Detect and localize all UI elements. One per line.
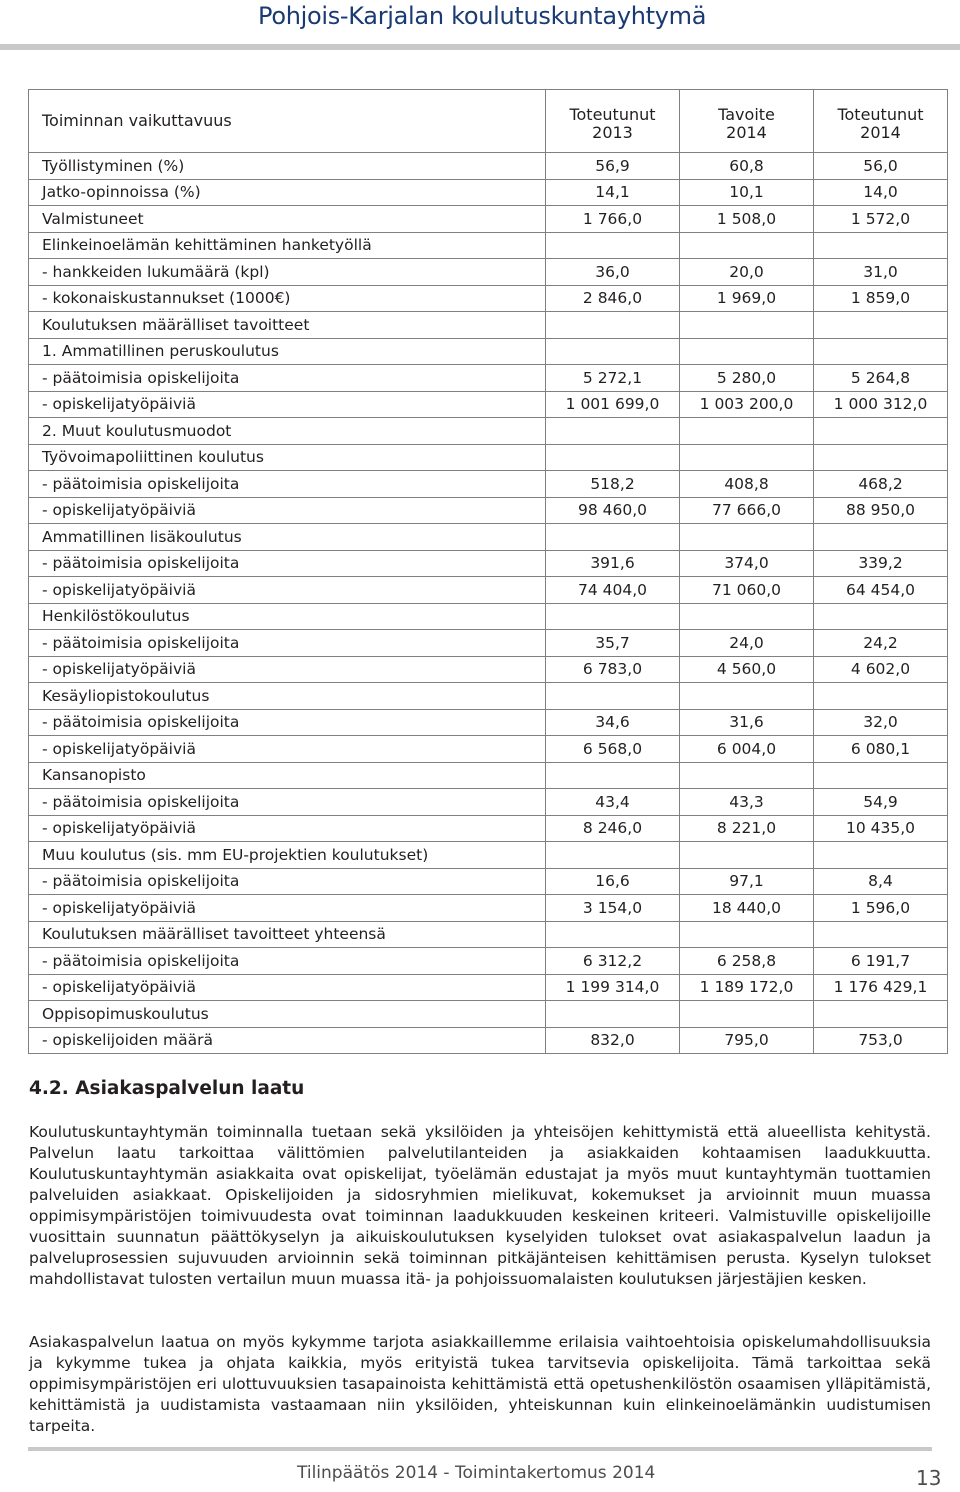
table-header-col2: Tavoite 2014 xyxy=(680,90,814,153)
row-value: 8,4 xyxy=(814,868,948,895)
row-value: 408,8 xyxy=(680,471,814,498)
row-label: - päätoimisia opiskelijoita xyxy=(29,868,546,895)
row-value: 4 560,0 xyxy=(680,656,814,683)
table-row xyxy=(29,206,948,233)
document-title: Pohjois-Karjalan koulutuskuntayhtymä xyxy=(258,2,707,30)
row-value: 1 572,0 xyxy=(814,206,948,233)
row-value: 2 846,0 xyxy=(546,285,680,312)
row-value xyxy=(814,524,948,551)
table-row xyxy=(29,736,948,763)
row-value: 5 280,0 xyxy=(680,365,814,392)
row-value: 6 191,7 xyxy=(814,948,948,975)
table-header-col1: Toteutunut 2013 xyxy=(546,90,680,153)
row-value xyxy=(546,418,680,445)
row-label: - opiskelijatyöpäiviä xyxy=(29,656,546,683)
row-value xyxy=(680,842,814,869)
row-value xyxy=(814,921,948,948)
row-value: 6 080,1 xyxy=(814,736,948,763)
row-label: - opiskelijatyöpäiviä xyxy=(29,497,546,524)
table-body xyxy=(29,153,948,1054)
row-label: Kansanopisto xyxy=(29,762,546,789)
row-value: 88 950,0 xyxy=(814,497,948,524)
table-row xyxy=(29,153,948,180)
row-value: 24,0 xyxy=(680,630,814,657)
row-value: 64 454,0 xyxy=(814,577,948,604)
row-value xyxy=(680,603,814,630)
footer-text: Tilinpäätös 2014 - Toimintakertomus 2014 xyxy=(297,1463,656,1483)
row-label: Työllistyminen (%) xyxy=(29,153,546,180)
row-value: 391,6 xyxy=(546,550,680,577)
row-label: - opiskelijatyöpäiviä xyxy=(29,974,546,1001)
table-row xyxy=(29,418,948,445)
table-header-col3: Toteutunut 2014 xyxy=(814,90,948,153)
table-row xyxy=(29,656,948,683)
row-value: 8 246,0 xyxy=(546,815,680,842)
row-label: Kesäyliopistokoulutus xyxy=(29,683,546,710)
table-row xyxy=(29,921,948,948)
row-label: Muu koulutus (sis. mm EU-projektien koulutukset) xyxy=(29,842,546,869)
row-value: 35,7 xyxy=(546,630,680,657)
row-value: 77 666,0 xyxy=(680,497,814,524)
table-row xyxy=(29,444,948,471)
row-value xyxy=(546,921,680,948)
table-header-row xyxy=(29,90,948,153)
row-value: 1 508,0 xyxy=(680,206,814,233)
row-value: 6 004,0 xyxy=(680,736,814,763)
row-value xyxy=(546,1001,680,1028)
table-row xyxy=(29,868,948,895)
row-value: 753,0 xyxy=(814,1027,948,1054)
row-value: 31,0 xyxy=(814,259,948,286)
row-value: 518,2 xyxy=(546,471,680,498)
row-value xyxy=(546,842,680,869)
row-value: 36,0 xyxy=(546,259,680,286)
table-row xyxy=(29,524,948,551)
row-label: Oppisopimuskoulutus xyxy=(29,1001,546,1028)
row-value: 832,0 xyxy=(546,1027,680,1054)
row-value: 34,6 xyxy=(546,709,680,736)
row-value: 1 000 312,0 xyxy=(814,391,948,418)
footer-rule xyxy=(28,1447,932,1451)
row-label: - päätoimisia opiskelijoita xyxy=(29,789,546,816)
row-label: - päätoimisia opiskelijoita xyxy=(29,630,546,657)
row-value: 24,2 xyxy=(814,630,948,657)
table-row xyxy=(29,895,948,922)
row-value: 4 602,0 xyxy=(814,656,948,683)
row-label: - opiskelijatyöpäiviä xyxy=(29,895,546,922)
row-value xyxy=(680,921,814,948)
row-value: 795,0 xyxy=(680,1027,814,1054)
table-row xyxy=(29,577,948,604)
row-label: - opiskelijatyöpäiviä xyxy=(29,736,546,763)
table-row xyxy=(29,391,948,418)
row-value xyxy=(814,418,948,445)
header-rule xyxy=(0,44,960,50)
row-value xyxy=(680,524,814,551)
table-row xyxy=(29,285,948,312)
row-value xyxy=(680,683,814,710)
row-label: 1. Ammatillinen peruskoulutus xyxy=(29,338,546,365)
row-value: 14,0 xyxy=(814,179,948,206)
table-row xyxy=(29,630,948,657)
row-value xyxy=(546,232,680,259)
row-label: 2. Muut koulutusmuodot xyxy=(29,418,546,445)
row-label: Elinkeinoelämän kehittäminen hanketyöllä xyxy=(29,232,546,259)
row-value: 1 189 172,0 xyxy=(680,974,814,1001)
row-value: 5 264,8 xyxy=(814,365,948,392)
row-value: 1 596,0 xyxy=(814,895,948,922)
row-value: 10,1 xyxy=(680,179,814,206)
row-value xyxy=(546,444,680,471)
row-value: 6 568,0 xyxy=(546,736,680,763)
row-value: 468,2 xyxy=(814,471,948,498)
row-value xyxy=(814,338,948,365)
row-label: - opiskelijatyöpäiviä xyxy=(29,391,546,418)
row-value: 56,9 xyxy=(546,153,680,180)
table-row xyxy=(29,762,948,789)
row-value: 1 001 699,0 xyxy=(546,391,680,418)
row-value: 1 969,0 xyxy=(680,285,814,312)
row-label: Työvoimapoliittinen koulutus xyxy=(29,444,546,471)
row-value: 1 176 429,1 xyxy=(814,974,948,1001)
row-value xyxy=(546,762,680,789)
table-row xyxy=(29,550,948,577)
row-label: - päätoimisia opiskelijoita xyxy=(29,709,546,736)
effectiveness-table xyxy=(28,89,948,1054)
row-value: 1 766,0 xyxy=(546,206,680,233)
row-value: 1 199 314,0 xyxy=(546,974,680,1001)
row-value: 74 404,0 xyxy=(546,577,680,604)
row-value: 6 783,0 xyxy=(546,656,680,683)
row-value xyxy=(814,683,948,710)
table-row xyxy=(29,232,948,259)
table-row xyxy=(29,789,948,816)
table-row xyxy=(29,497,948,524)
row-value xyxy=(680,232,814,259)
row-value: 71 060,0 xyxy=(680,577,814,604)
table-row xyxy=(29,709,948,736)
table-row xyxy=(29,974,948,1001)
body-paragraph: Koulutuskuntayhtymän toiminnalla tuetaan sekä yksilöiden ja yhteisöjen kehittymistä että alueellista kehitystä. Palvelun laatu tarkoittaa välittömien palvelutilanteiden ja asiakkaiden kohtaamisen laadukkuutta. Koulutuskuntayhtymän asiakkaita ovat opiskelijat, työelämän edustajat ja myös muut kuntayhtymän tuottamien palveluiden asiakkaat. Opiskelijoiden ja sidosryhmien mielikuvat, kokemukset ja arvioinnit muun muassa oppimisympäristöjen toimivuudesta ovat toiminnan laadukkuuden keskeinen kriteeri. Valmistuville opiskelijoille vuosittain suunnatun päättökyselyn ja aikuiskoulutuksen kyselyiden tulokset ovat asiakaspalvelun laadun ja palveluprosessien sujuvuuden arvioinnin sekä toiminnan pitkäjänteisen kehittämisen perusta. Kyselyn tulokset mahdollistavat tulosten vertailun muun muassa itä- ja pohjoissuomalaisten koulutuksen järjestäjien kesken. xyxy=(29,1123,931,1288)
row-label: - opiskelijatyöpäiviä xyxy=(29,815,546,842)
table-row xyxy=(29,1001,948,1028)
row-value: 97,1 xyxy=(680,868,814,895)
row-value xyxy=(546,603,680,630)
row-value xyxy=(546,683,680,710)
row-value xyxy=(814,444,948,471)
row-value: 20,0 xyxy=(680,259,814,286)
row-label: - päätoimisia opiskelijoita xyxy=(29,948,546,975)
row-value: 6 312,2 xyxy=(546,948,680,975)
table-row xyxy=(29,815,948,842)
table-row xyxy=(29,179,948,206)
table-row xyxy=(29,603,948,630)
row-value xyxy=(680,762,814,789)
table-row xyxy=(29,365,948,392)
row-value: 3 154,0 xyxy=(546,895,680,922)
row-label: - päätoimisia opiskelijoita xyxy=(29,550,546,577)
table-header-label: Toiminnan vaikuttavuus xyxy=(29,90,546,153)
table-row xyxy=(29,683,948,710)
row-label: - opiskelijoiden määrä xyxy=(29,1027,546,1054)
table-row xyxy=(29,312,948,339)
row-value xyxy=(814,603,948,630)
row-label: - päätoimisia opiskelijoita xyxy=(29,471,546,498)
row-label: - opiskelijatyöpäiviä xyxy=(29,577,546,604)
row-label: Ammatillinen lisäkoulutus xyxy=(29,524,546,551)
row-label: Koulutuksen määrälliset tavoitteet yhteensä xyxy=(29,921,546,948)
row-value: 54,9 xyxy=(814,789,948,816)
row-value: 5 272,1 xyxy=(546,365,680,392)
table-row xyxy=(29,948,948,975)
row-label: - päätoimisia opiskelijoita xyxy=(29,365,546,392)
row-value xyxy=(546,338,680,365)
row-value: 56,0 xyxy=(814,153,948,180)
row-label: Koulutuksen määrälliset tavoitteet xyxy=(29,312,546,339)
row-value xyxy=(546,312,680,339)
page-number: 13 xyxy=(916,1466,942,1490)
table-row xyxy=(29,1027,948,1054)
row-label: - hankkeiden lukumäärä (kpl) xyxy=(29,259,546,286)
row-value: 60,8 xyxy=(680,153,814,180)
row-value xyxy=(680,338,814,365)
row-label: - kokonaiskustannukset (1000€) xyxy=(29,285,546,312)
table-row xyxy=(29,259,948,286)
row-value xyxy=(680,444,814,471)
row-value xyxy=(814,312,948,339)
row-value: 1 859,0 xyxy=(814,285,948,312)
table-row xyxy=(29,842,948,869)
row-value: 43,4 xyxy=(546,789,680,816)
row-value: 98 460,0 xyxy=(546,497,680,524)
row-value: 32,0 xyxy=(814,709,948,736)
table-row xyxy=(29,338,948,365)
row-value: 18 440,0 xyxy=(680,895,814,922)
row-value: 339,2 xyxy=(814,550,948,577)
row-value xyxy=(546,524,680,551)
row-value: 43,3 xyxy=(680,789,814,816)
row-label: Valmistuneet xyxy=(29,206,546,233)
row-label: Henkilöstökoulutus xyxy=(29,603,546,630)
row-value xyxy=(680,418,814,445)
row-value: 6 258,8 xyxy=(680,948,814,975)
row-value xyxy=(814,1001,948,1028)
row-value: 16,6 xyxy=(546,868,680,895)
body-paragraph: Asiakaspalvelun laatua on myös kykymme tarjota asiakkaillemme erilaisia vaihtoehtoisia opiskelumahdollisuuksia ja kykymme tukea ja ohjata kaikkia, myös erityistä tukea tarvitsevia opiskelijoita. Tämä tarkoittaa sekä oppimisympäristöjen eri ulottuvuuksien tasapainoista kehittämistä että opetushenkilöstön osaamisen ylläpitämistä, kehittämistä ja uudistamista vastaamaan niin yksilöiden, yhteiskunnan kuin elinkeinoelämänkin uudistumisen tarpeita. xyxy=(29,1333,931,1435)
row-value: 31,6 xyxy=(680,709,814,736)
row-value xyxy=(814,762,948,789)
row-value xyxy=(814,842,948,869)
row-value: 14,1 xyxy=(546,179,680,206)
page-header xyxy=(0,0,960,52)
row-value xyxy=(814,232,948,259)
section-heading: 4.2. Asiakaspalvelun laatu xyxy=(29,1078,305,1099)
table-row xyxy=(29,471,948,498)
row-label: Jatko-opinnoissa (%) xyxy=(29,179,546,206)
row-value: 374,0 xyxy=(680,550,814,577)
row-value: 1 003 200,0 xyxy=(680,391,814,418)
row-value: 8 221,0 xyxy=(680,815,814,842)
row-value xyxy=(680,312,814,339)
row-value xyxy=(680,1001,814,1028)
row-value: 10 435,0 xyxy=(814,815,948,842)
